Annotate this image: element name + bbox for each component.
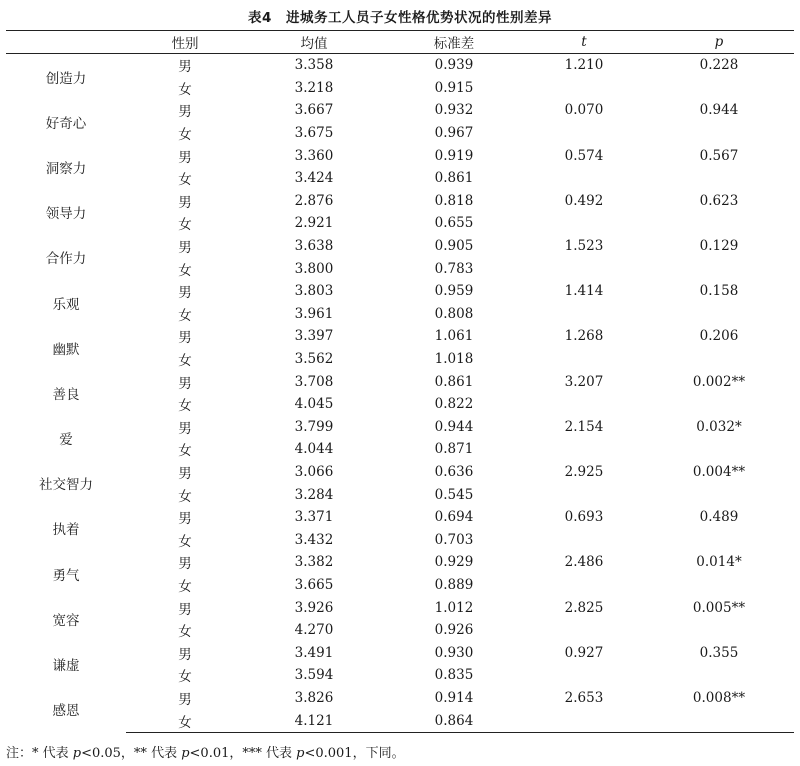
trait-label: 领导力 — [45, 206, 87, 223]
mean-cell: 3.284 — [294, 486, 334, 503]
mean-cell: 4.121 — [244, 709, 384, 732]
t-value-cell: 1.414 — [564, 283, 604, 300]
trait-label: 合作力 — [45, 251, 87, 268]
mean-cell: 3.397 — [294, 328, 334, 345]
gender-cell: 男 — [178, 59, 192, 76]
table-row — [6, 144, 794, 167]
trait-label: 洞察力 — [45, 160, 87, 177]
t-value-cell — [524, 619, 644, 642]
note-p3: p — [296, 746, 305, 761]
mean-cell: 4.270 — [294, 622, 334, 639]
p-value-cell: 0.002** — [692, 373, 746, 390]
data-table — [6, 30, 794, 733]
sd-cell: 0.919 — [434, 147, 474, 164]
header-p: p — [644, 31, 794, 54]
p-value-cell: 0.228 — [699, 57, 739, 74]
table-row — [6, 235, 794, 258]
gender-cell: 女 — [178, 81, 192, 98]
mean-cell: 3.665 — [294, 576, 334, 593]
p-value-cell: 0.206 — [699, 328, 739, 345]
sd-cell: 0.926 — [434, 622, 474, 639]
sd-cell: 0.889 — [434, 576, 474, 593]
table-row — [6, 641, 794, 664]
t-value-cell — [524, 303, 644, 326]
trait-label: 宽容 — [52, 612, 80, 629]
p-value-cell: 0.567 — [699, 147, 739, 164]
mean-cell: 3.066 — [294, 463, 334, 480]
mean-cell: 3.799 — [294, 418, 334, 435]
gender-cell: 男 — [178, 601, 192, 618]
p-value-cell: 0.005** — [692, 599, 746, 616]
gender-cell: 男 — [178, 691, 192, 708]
header-trait — [6, 31, 126, 54]
gender-cell: 男 — [178, 104, 192, 121]
t-value-cell — [524, 167, 644, 190]
p-value-cell — [644, 709, 794, 732]
mean-cell: 4.045 — [294, 396, 334, 413]
trait-label: 爱 — [59, 432, 73, 449]
mean-cell: 3.424 — [294, 170, 334, 187]
gender-cell: 女 — [126, 709, 244, 732]
t-value-cell: 2.653 — [564, 689, 604, 706]
mean-cell: 3.360 — [294, 147, 334, 164]
gender-cell: 女 — [178, 578, 192, 595]
sd-cell: 0.915 — [434, 79, 474, 96]
header-t: t — [524, 31, 644, 54]
sd-cell: 0.959 — [434, 283, 474, 300]
mean-cell: 3.218 — [294, 79, 334, 96]
p-value-cell — [644, 167, 794, 190]
mean-cell: 3.961 — [294, 305, 334, 322]
t-value-cell: 2.825 — [564, 599, 604, 616]
trait-label: 善良 — [52, 386, 80, 403]
sd-cell: 0.861 — [434, 170, 474, 187]
t-value-cell — [524, 257, 644, 280]
trait-label: 社交智力 — [39, 477, 93, 494]
p-value-cell — [644, 257, 794, 280]
table-row — [6, 190, 794, 213]
sd-cell: 0.871 — [434, 441, 474, 458]
table-row — [6, 370, 794, 393]
sd-cell: 0.808 — [434, 305, 474, 322]
p-value-cell: 0.623 — [699, 192, 739, 209]
table-row — [6, 99, 794, 122]
gender-cell: 男 — [178, 420, 192, 437]
p-value-cell: 0.355 — [699, 644, 739, 661]
trait-label: 乐观 — [52, 296, 80, 313]
p-value-cell — [644, 483, 794, 506]
gender-cell: 女 — [178, 533, 192, 550]
mean-cell: 4.044 — [294, 441, 334, 458]
sd-cell: 0.703 — [434, 531, 474, 548]
gender-cell: 女 — [178, 443, 192, 460]
gender-cell: 男 — [178, 375, 192, 392]
p-value-cell — [644, 438, 794, 461]
table-body — [6, 54, 794, 733]
t-value-cell: 1.523 — [564, 238, 604, 255]
mean-cell: 3.708 — [294, 373, 334, 390]
t-value-cell — [524, 709, 644, 732]
p-value-cell — [644, 574, 794, 597]
gender-cell: 男 — [178, 285, 192, 302]
gender-cell: 男 — [178, 465, 192, 482]
note-p2: p — [181, 746, 190, 761]
trait-label: 谦虚 — [52, 658, 80, 675]
t-value-cell — [524, 212, 644, 235]
mean-cell: 3.562 — [294, 351, 334, 368]
sd-cell: 0.835 — [434, 667, 474, 684]
mean-cell: 3.803 — [294, 283, 334, 300]
p-value-cell — [644, 303, 794, 326]
t-value-cell: 3.207 — [564, 373, 604, 390]
header-mean: 均值 — [244, 31, 384, 54]
p-value-cell: 0.008** — [692, 689, 746, 706]
t-value-cell — [524, 574, 644, 597]
sd-cell: 1.012 — [434, 599, 474, 616]
gender-cell: 女 — [178, 353, 192, 370]
table-title: 表4 进城务工人员子女性格优势状况的性别差异 — [248, 10, 552, 26]
sd-cell: 1.061 — [434, 328, 474, 345]
note-p1: p — [72, 746, 82, 761]
trait-label: 勇气 — [52, 567, 80, 584]
t-value-cell: 2.486 — [564, 554, 604, 571]
table-row — [6, 280, 794, 303]
p-value-cell: 0.129 — [699, 238, 739, 255]
table-row — [6, 596, 794, 619]
t-value-cell — [524, 528, 644, 551]
sd-cell: 0.967 — [434, 125, 474, 142]
p-value-cell: 0.489 — [699, 509, 739, 526]
trait-label: 感恩 — [52, 703, 80, 720]
t-value-cell: 0.927 — [564, 644, 604, 661]
sd-cell: 0.932 — [434, 102, 474, 119]
mean-cell: 3.382 — [294, 554, 334, 571]
mean-cell: 3.675 — [294, 125, 334, 142]
sd-cell: 0.636 — [434, 463, 474, 480]
sd-cell: 0.939 — [434, 57, 474, 74]
t-value-cell — [524, 483, 644, 506]
mean-cell: 3.358 — [294, 57, 334, 74]
gender-cell: 男 — [178, 149, 192, 166]
t-value-cell — [524, 348, 644, 371]
sd-cell: 0.929 — [434, 554, 474, 571]
mean-cell: 2.921 — [294, 215, 334, 232]
trait-label: 执着 — [52, 522, 80, 539]
gender-cell: 男 — [178, 646, 192, 663]
p-value-cell — [644, 393, 794, 416]
t-value-cell: 0.070 — [564, 102, 604, 119]
note-mid2: <0.01，*** 代表 — [189, 746, 297, 761]
t-value-cell — [524, 122, 644, 145]
mean-cell: 3.594 — [294, 667, 334, 684]
p-value-cell — [644, 664, 794, 687]
p-value-cell — [644, 212, 794, 235]
t-value-cell: 0.574 — [564, 147, 604, 164]
trait-label: 幽默 — [52, 341, 80, 358]
mean-cell: 3.371 — [294, 509, 334, 526]
p-value-cell: 0.014* — [696, 554, 742, 571]
mean-cell: 3.800 — [294, 260, 334, 277]
t-value-cell: 0.693 — [564, 509, 604, 526]
table-note — [6, 742, 405, 761]
trait-label: 创造力 — [45, 70, 87, 87]
p-value-cell — [644, 348, 794, 371]
trait-label: 好奇心 — [45, 115, 87, 132]
sd-cell: 0.864 — [384, 709, 524, 732]
p-value-cell: 0.944 — [699, 102, 739, 119]
t-value-cell: 2.925 — [564, 463, 604, 480]
sd-cell: 0.545 — [434, 486, 474, 503]
p-value-cell — [644, 122, 794, 145]
mean-cell: 3.491 — [294, 644, 334, 661]
note-suffix: <0.001，下同。 — [304, 746, 405, 761]
table-row — [6, 506, 794, 529]
p-value-cell — [644, 619, 794, 642]
mean-cell: 3.432 — [294, 531, 334, 548]
p-value-cell: 0.158 — [699, 283, 739, 300]
sd-cell: 0.655 — [434, 215, 474, 232]
mean-cell: 3.826 — [294, 689, 334, 706]
sd-cell: 1.018 — [434, 351, 474, 368]
table-row — [6, 551, 794, 574]
mean-cell: 2.876 — [294, 192, 334, 209]
gender-cell: 男 — [178, 511, 192, 528]
t-value-cell: 1.268 — [564, 328, 604, 345]
t-value-cell: 0.492 — [564, 192, 604, 209]
t-value-cell — [524, 664, 644, 687]
note-mid1: <0.05，** 代表 — [81, 746, 182, 761]
sd-cell: 0.822 — [434, 396, 474, 413]
sd-cell: 0.905 — [434, 238, 474, 255]
table-row — [6, 461, 794, 484]
t-value-cell — [524, 438, 644, 461]
p-value-cell: 0.004** — [692, 463, 746, 480]
sd-cell: 0.914 — [434, 689, 474, 706]
sd-cell: 0.783 — [434, 260, 474, 277]
gender-cell: 男 — [178, 240, 192, 257]
gender-cell: 女 — [178, 669, 192, 686]
gender-cell: 女 — [178, 488, 192, 505]
t-value-cell: 1.210 — [564, 57, 604, 74]
gender-cell: 男 — [178, 556, 192, 573]
table-row — [6, 325, 794, 348]
p-value-cell: 0.032* — [696, 418, 742, 435]
t-value-cell — [524, 393, 644, 416]
gender-cell: 女 — [178, 624, 192, 641]
header-row — [6, 31, 794, 54]
p-value-cell — [644, 77, 794, 100]
sd-cell: 0.944 — [434, 418, 474, 435]
sd-cell: 0.818 — [434, 192, 474, 209]
gender-cell: 女 — [178, 127, 192, 144]
p-value-cell — [644, 528, 794, 551]
mean-cell: 3.926 — [294, 599, 334, 616]
gender-cell: 女 — [178, 398, 192, 415]
table-row — [6, 687, 794, 710]
table-row — [6, 54, 794, 77]
gender-cell: 女 — [178, 172, 192, 189]
sd-cell: 0.694 — [434, 509, 474, 526]
header-sd: 标准差 — [384, 31, 524, 54]
gender-cell: 男 — [178, 330, 192, 347]
sd-cell: 0.861 — [434, 373, 474, 390]
gender-cell: 女 — [178, 217, 192, 234]
t-value-cell — [524, 77, 644, 100]
mean-cell: 3.638 — [294, 238, 334, 255]
gender-cell: 女 — [178, 262, 192, 279]
note-prefix: 注：* 代表 — [6, 746, 73, 761]
gender-cell: 男 — [178, 194, 192, 211]
mean-cell: 3.667 — [294, 102, 334, 119]
header-gender: 性别 — [126, 31, 244, 54]
t-value-cell: 2.154 — [564, 418, 604, 435]
gender-cell: 女 — [178, 307, 192, 324]
table-row — [6, 416, 794, 439]
sd-cell: 0.930 — [434, 644, 474, 661]
